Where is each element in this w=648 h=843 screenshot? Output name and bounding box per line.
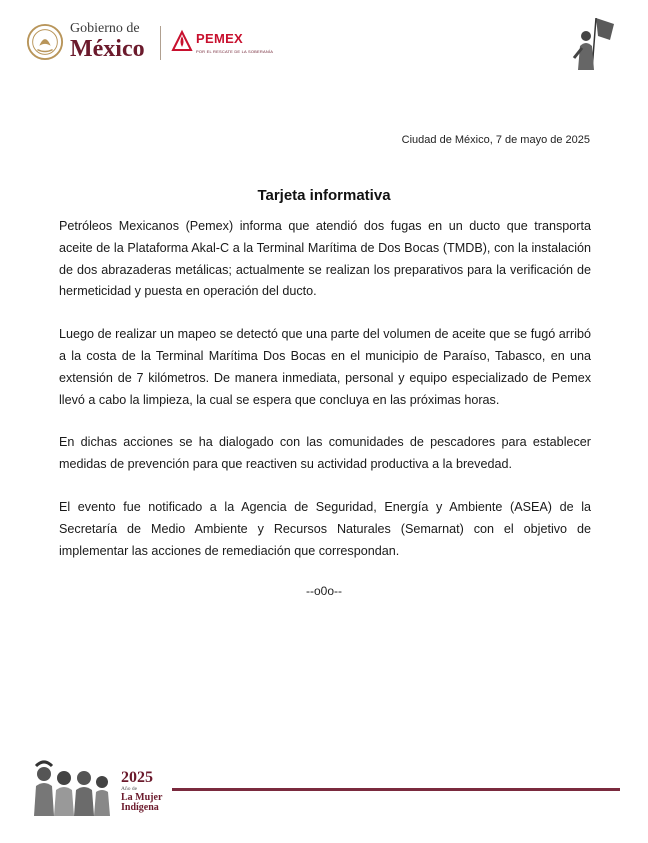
logo-divider xyxy=(160,26,161,60)
year-number: 2025 xyxy=(121,769,153,786)
footer-rule xyxy=(172,788,620,791)
historical-figure-icon xyxy=(570,14,618,74)
gobierno-de-mexico-logo xyxy=(26,22,145,61)
letterhead xyxy=(26,14,626,74)
year-badge xyxy=(121,770,162,813)
pemex-name: PEMEX xyxy=(196,31,244,46)
paragraph-1: Petróleos Mexicanos (Pemex) informa que atendió dos fugas en un ducto que transporta aceite de la Plataforma Akal-C a la Terminal Marítima de Dos Bocas (TMDB), con la instalación de dos abrazaderas metálicas; actualmente se realizan los preparativos para la verificación de hermeticidad y puesta en operación del ducto. xyxy=(59,219,591,299)
footer xyxy=(30,756,622,820)
paragraph-4: El evento fue notificado a la Agencia de Seguridad, Energía y Ambiente (ASEA) de la Secretaría de Medio Ambiente y Recursos Naturales (Semarnat) con el objetivo de implementar las acciones de remediación que correspondan. xyxy=(59,499,591,558)
year-line-2: Indígena xyxy=(121,801,159,813)
paragraph-2: Luego de realizar un mapeo se detectó que una parte del volumen de aceite que se fugó arribó a la costa de la Terminal Marítima Dos Bocas en el municipio de Paraíso, Tabasco, en una extensión de 7 kilómetros. De manera inmediata, personal y equipo especializado de Pemex llevó a cabo la limpieza, la cual se espera que concluya en las próximas horas. xyxy=(59,327,591,407)
year-line-1: La Mujer xyxy=(121,791,163,803)
national-seal-icon xyxy=(26,23,64,61)
gob-big-text: México xyxy=(70,36,145,62)
date-line: Ciudad de México, 7 de mayo de 2025 xyxy=(401,134,590,146)
document-body xyxy=(59,216,591,583)
document-title: Tarjeta informativa xyxy=(257,187,391,204)
paragraph-3: En dichas acciones se ha dialogado con las comunidades de pescadores para establecer medidas de prevención para que reactiven su actividad productiva a la brevedad. xyxy=(59,435,591,472)
pemex-slogan: POR EL RESCATE DE LA SOBERANÍA xyxy=(196,49,274,54)
pemex-logo xyxy=(170,28,273,54)
indigenous-women-illustration-icon xyxy=(30,758,116,816)
pemex-flame-icon xyxy=(170,28,194,52)
closing-mark: --o0o-- xyxy=(305,584,342,598)
gob-small-text: Gobierno de xyxy=(70,21,140,36)
year-sub: Año de xyxy=(121,786,138,792)
